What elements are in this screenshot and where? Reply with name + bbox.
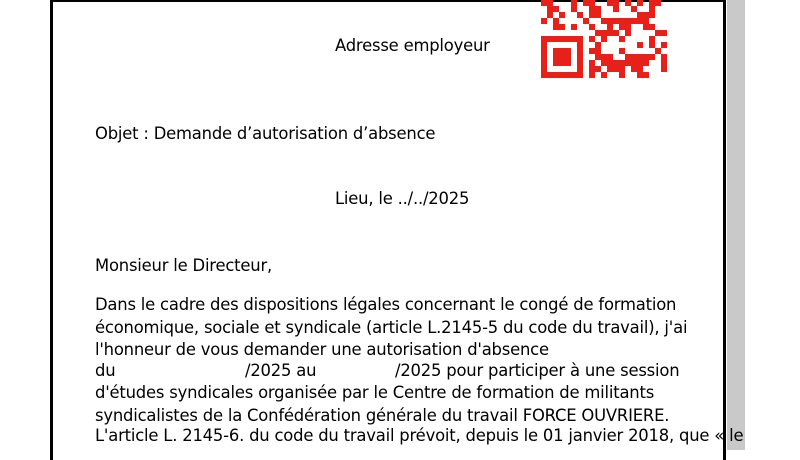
- body-line-1: Dans le cadre des dispositions légales concernant le congé de formation: [95, 295, 677, 314]
- body-line-3: l'honneur de vous demander une autorisation d'absence: [95, 340, 549, 359]
- salutation: Monsieur le Directeur,: [95, 256, 273, 275]
- dates-end: /2025 pour participer à une session: [395, 361, 680, 380]
- dates-du: du: [95, 361, 116, 380]
- body-line-4: d'études syndicales organisée par le Centre de formation de militants: [95, 383, 655, 402]
- subject-line: Objet : Demande d’autorisation d’absence: [95, 124, 436, 143]
- dates-mid: /2025 au: [245, 361, 317, 380]
- place-date: Lieu, le ../../2025: [335, 189, 470, 208]
- body-line-5: syndicalistes de la Confédération générale du travail FORCE OUVRIERE.: [95, 406, 670, 425]
- body-line-2: économique, sociale et syndicale (article L.2145-5 du code du travail), j'ai: [95, 318, 688, 337]
- body-line-6: L'article L. 2145-6. du code du travail prévoit, depuis le 01 janvier 2018, que « le: [95, 426, 744, 445]
- qr-code-icon: [541, 0, 667, 78]
- employer-address: Adresse employeur: [335, 36, 490, 55]
- vertical-scrollbar[interactable]: [727, 0, 745, 450]
